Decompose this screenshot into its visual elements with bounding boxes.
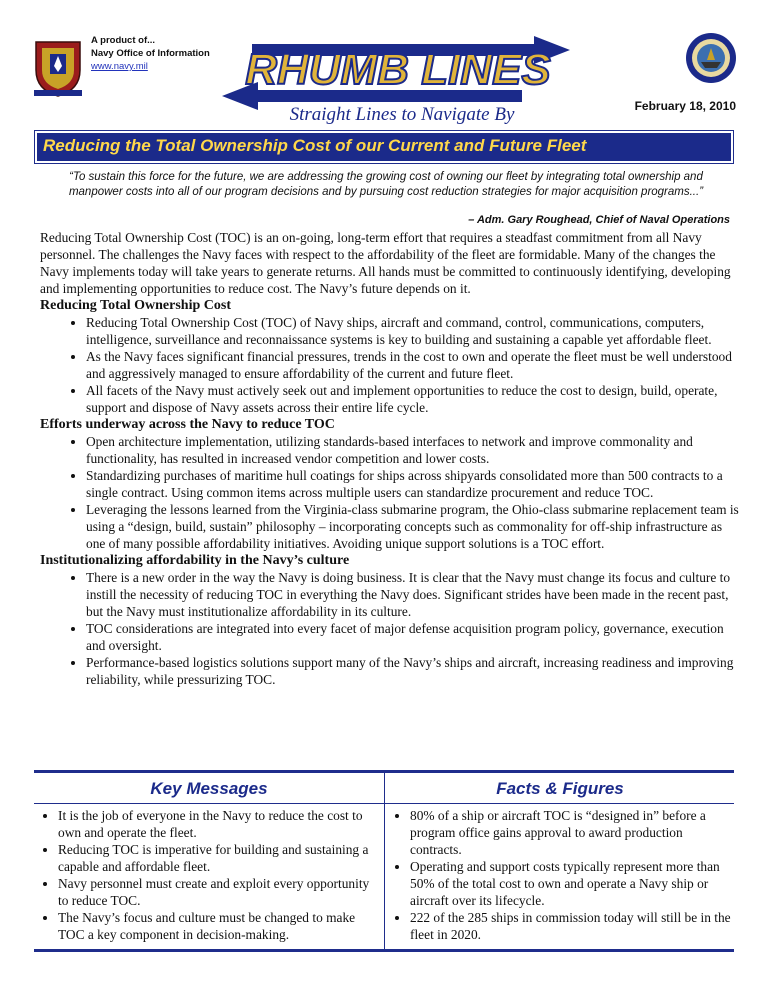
bullet-item: • Standardizing purchases of maritime hull coatings for ships across shipyards consolidated more than 500 contracts to a single contract. Using common items across multiple users can standardize procurement and reduce TOC. — [86, 467, 740, 501]
fact-item: • 80% of a ship or aircraft TOC is “designed in” before a program office gains approval to award production contracts. — [410, 807, 732, 858]
bullet-item: • As the Navy faces significant financial pressures, trends in the cost to own and operate the fleet must be well understood and aggressively managed to ensure affordability of the current and future fleet. — [86, 348, 740, 382]
facts-figures-title: Facts & Figures — [496, 779, 624, 798]
bullet-item: • TOC considerations are integrated into every facet of major defense acquisition program policy, governance, execution and oversight. — [86, 620, 740, 654]
key-messages-column — [40, 807, 378, 943]
quote-attribution: – Adm. Gary Roughead, Chief of Naval Operations — [468, 214, 730, 226]
product-credit — [91, 34, 210, 73]
bullet-item: • There is a new order in the way the Navy is doing business. It is clear that the Navy must change its focus and culture to instill the necessity of reducing TOC in everything the Navy does. Significant strides have been made in the recent past, but the Navy must institutionalize affordability in its culture. — [86, 569, 740, 620]
department-of-the-navy-seal-icon — [685, 32, 737, 84]
section-bullets — [40, 569, 740, 688]
navy-website-link[interactable]: www.navy.mil — [91, 61, 148, 72]
product-line: A product of... — [91, 35, 156, 46]
page-title: Reducing the Total Ownership Cost of our Current and Future Fleet — [43, 136, 587, 155]
logo-tagline: Straight Lines to Navigate By — [289, 104, 515, 125]
title-banner — [34, 130, 734, 164]
facts-figures-column — [392, 807, 732, 943]
issue-date: February 18, 2010 — [634, 99, 736, 113]
cno-quote: “To sustain this force for the future, we are addressing the growing cost of owning our fleet by integrating total ownership and manpower costs into all of our program decisions and by pursuing cost reduction strategies for major acquisition programs...” — [68, 171, 704, 198]
rhumb-lines-logo — [222, 22, 572, 126]
key-message-item: • The Navy’s focus and culture must be changed to make TOC a key component in decision-making. — [58, 909, 378, 943]
key-message-item: • It is the job of everyone in the Navy to reduce the cost to own and operate the fleet. — [58, 807, 378, 841]
logo-title: RHUMB LINES — [245, 45, 551, 94]
section-heading: Institutionalizing affordability in the Navy’s culture — [40, 553, 350, 568]
key-message-item: • Navy personnel must create and exploit every opportunity to reduce TOC. — [58, 875, 378, 909]
section-bullets — [40, 433, 740, 552]
bullet-item: • Leveraging the lessons learned from the Virginia-class submarine program, the Ohio-class submarine replacement team is using a “design, build, sustain” philosophy – incorporating concepts such as commonality for off-ship infrastructure as one of many possible affordability initiatives. Avoiding unique support solutions is a TOC effort. — [86, 501, 740, 552]
fact-item: • 222 of the 285 ships in commission today will still be in the fleet in 2020. — [410, 909, 732, 943]
bullet-item: • All facets of the Navy must actively seek out and implement opportunities to reduce the cost to design, build, operate, support and dispose of Navy assets across their entire life cycle. — [86, 382, 740, 416]
bullet-item: • Open architecture implementation, utilizing standards-based interfaces to network and improve commonality and functionality, has resulted in increased vendor competition and lower costs. — [86, 433, 740, 467]
key-messages-list — [40, 807, 378, 943]
section-heading: Reducing Total Ownership Cost — [40, 298, 231, 313]
bullet-item: • Performance-based logistics solutions support many of the Navy’s ships and aircraft, increasing readiness and improving reliability, while pressurizing TOC. — [86, 654, 740, 688]
intro-paragraph: Reducing Total Ownership Cost (TOC) is an on-going, long-term effort that requires a steadfast commitment from all Navy personnel. The challenges the Navy faces with respect to the affordability of the fleet are formidable. Many of the changes the Navy implements today will take years to generate returns. All hands must be committed to continuously identifying, developing and implementing opportunities to reduce cost. The Navy’s future depends on it. — [40, 230, 731, 296]
title-banner-fill — [37, 133, 731, 161]
section-heading: Efforts underway across the Navy to reduce TOC — [40, 417, 335, 432]
facts-figures-list — [392, 807, 732, 943]
main-body — [40, 229, 740, 688]
section-bullets — [40, 314, 740, 416]
navy-office-seal-icon — [32, 36, 84, 98]
key-message-item: • Reducing TOC is imperative for building and sustaining a capable and affordable fleet. — [58, 841, 378, 875]
bullet-item: • Reducing Total Ownership Cost (TOC) of Navy ships, aircraft and command, control, communications, computers, intelligence, surveillance and reconnaissance systems is key to building and sustaining a capable yet affordable fleet. — [86, 314, 740, 348]
key-messages-title: Key Messages — [150, 779, 268, 798]
fact-item: • Operating and support costs typically represent more than 50% of the total cost to own and operate a Navy ship or aircraft over its lifecycle. — [410, 858, 732, 909]
page-header — [0, 0, 768, 128]
product-line: Navy Office of Information — [91, 48, 210, 59]
